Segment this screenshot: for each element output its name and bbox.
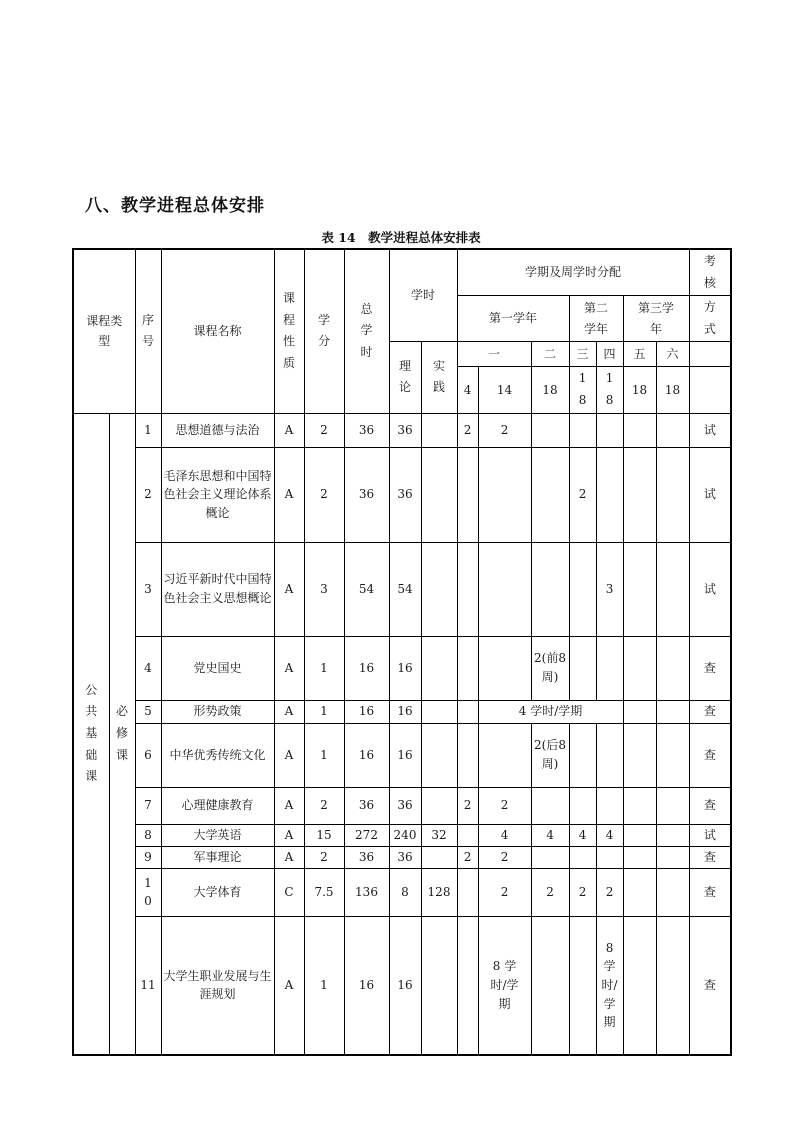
cell-semester-hours [478,447,531,542]
cell-practice-hours [421,542,457,636]
cell-semester-hours [596,447,623,542]
cell-semester-hours: 2 [478,787,531,824]
cell-semester-hours [656,787,689,824]
cell-semester-hours [623,824,656,846]
cell-semester-hours [623,636,656,700]
table-row [73,868,731,916]
cell-seq: 2 [135,447,161,542]
header-year1: 第一学年 [457,296,569,342]
header-weeks-2: 18 [531,367,569,413]
cell-course-name: 大学生职业发展与生涯规划 [161,916,274,1055]
cell-semester-hours [457,824,478,846]
cell-nature: A [274,846,304,868]
cell-semester-hours: 2 [478,846,531,868]
cell-total-hours: 16 [344,636,389,700]
header-credits: 学分 [304,249,344,413]
cell-semester-hours [656,447,689,542]
cell-semester-hours [656,413,689,447]
cell-semester-hours: 2 [478,868,531,916]
cell-nature: A [274,787,304,824]
header-year3: 第三学年 [623,296,689,342]
cell-credits: 1 [304,700,344,723]
header-weeks-3: 18 [569,367,596,413]
header-semester-1: 一 [457,342,531,367]
cell-seq: 3 [135,542,161,636]
cell-semester-hours [569,723,596,787]
cell-total-hours: 272 [344,824,389,846]
cell-credits: 15 [304,824,344,846]
cell-semester-hours [531,916,569,1055]
table-body [73,413,731,1055]
header-year2: 第二学年 [569,296,623,342]
cell-total-hours: 136 [344,868,389,916]
cell-total-hours: 16 [344,723,389,787]
cell-semester-hours [478,542,531,636]
cell-semester-hours: 2 [569,868,596,916]
cell-semester-hours [623,846,656,868]
cell-semester-hours: 4 [478,824,531,846]
table-row [73,723,731,787]
cell-credits: 2 [304,413,344,447]
cell-course-name: 党史国史 [161,636,274,700]
cell-semester-hours [623,542,656,636]
cell-credits: 3 [304,542,344,636]
cell-credits: 1 [304,636,344,700]
table-row [73,824,731,846]
cell-semester-hours: 3 [596,542,623,636]
cell-semester-hours: 2 [478,413,531,447]
header-exam-method-top: 考核 [689,249,731,296]
cell-course-name: 中华优秀传统文化 [161,723,274,787]
cell-theory-hours: 16 [389,723,421,787]
cell-credits: 2 [304,787,344,824]
cell-semester-hours [569,916,596,1055]
cell-seq: 7 [135,787,161,824]
cell-semester-hours [596,846,623,868]
cell-theory-hours: 54 [389,542,421,636]
cell-exam-method: 试 [689,542,731,636]
cell-nature: A [274,700,304,723]
header-course-name: 课程名称 [161,249,274,413]
cell-seq: 10 [135,868,161,916]
cell-semester-hours: 2 [457,413,478,447]
cell-theory-hours: 36 [389,787,421,824]
table-row [73,787,731,824]
cell-seq: 5 [135,700,161,723]
cell-semester-hours [623,447,656,542]
table-header [73,249,731,413]
cell-semester-hours [478,636,531,700]
header-semester-3: 三 [569,342,596,367]
cell-semester-hours [656,700,689,723]
cell-course-name: 形势政策 [161,700,274,723]
cell-semester-hours [623,787,656,824]
cell-semester-hours [596,636,623,700]
cell-theory-hours: 16 [389,636,421,700]
table-row [73,636,731,700]
cell-exam-method: 查 [689,916,731,1055]
cell-credits: 2 [304,846,344,868]
cell-semester-hours [457,700,478,723]
cell-theory-hours: 36 [389,447,421,542]
cell-semester-hours [531,447,569,542]
cell-nature: A [274,413,304,447]
cell-seq: 6 [135,723,161,787]
cell-nature: A [274,447,304,542]
cell-course-name: 毛泽东思想和中国特色社会主义理论体系概论 [161,447,274,542]
cell-theory-hours: 240 [389,824,421,846]
cell-course-name: 军事理论 [161,846,274,868]
header-theory: 理论 [389,342,421,413]
header-exam-spacer-2 [689,367,731,413]
cell-semester-hours [656,723,689,787]
cell-semester-hours: 4 学时/学期 [478,700,623,723]
cell-semester-hours [457,723,478,787]
cell-practice-hours: 128 [421,868,457,916]
cell-course-category: 公共基础课 [73,413,109,1055]
cell-course-name: 习近平新时代中国特色社会主义思想概论 [161,542,274,636]
cell-nature: C [274,868,304,916]
cell-course-name: 心理健康教育 [161,787,274,824]
cell-exam-method: 查 [689,846,731,868]
cell-total-hours: 36 [344,447,389,542]
cell-exam-method: 试 [689,447,731,542]
table-row [73,846,731,868]
cell-semester-hours: 2 [457,787,478,824]
cell-practice-hours: 32 [421,824,457,846]
cell-semester-hours [531,413,569,447]
header-exam-spacer-1 [689,342,731,367]
header-semester-2: 二 [531,342,569,367]
table-caption: 表 14 教学进程总体安排表 [321,230,481,245]
cell-semester-hours [569,787,596,824]
cell-course-name: 大学英语 [161,824,274,846]
cell-nature: A [274,723,304,787]
cell-practice-hours [421,700,457,723]
cell-semester-hours [569,636,596,700]
cell-semester-hours [531,846,569,868]
cell-semester-hours [569,542,596,636]
cell-semester-hours [457,447,478,542]
cell-semester-hours: 2 [457,846,478,868]
cell-nature: A [274,824,304,846]
cell-exam-method: 查 [689,787,731,824]
cell-nature: A [274,916,304,1055]
cell-semester-hours: 4 [596,824,623,846]
cell-credits: 1 [304,723,344,787]
cell-credits: 2 [304,447,344,542]
cell-semester-hours [656,824,689,846]
header-hours: 学时 [389,249,457,342]
teaching-schedule-table [72,248,732,1056]
cell-course-name: 大学体育 [161,868,274,916]
header-exam-method-bottom: 方式 [689,296,731,342]
cell-practice-hours [421,447,457,542]
cell-exam-method: 查 [689,868,731,916]
cell-semester-hours: 2(后8周) [531,723,569,787]
header-semester-distribution: 学期及周学时分配 [457,249,689,296]
cell-semester-hours [531,787,569,824]
cell-theory-hours: 36 [389,846,421,868]
cell-semester-hours: 8 学时/学期 [596,916,623,1055]
cell-semester-hours [531,542,569,636]
header-course-nature: 课程性质 [274,249,304,413]
cell-theory-hours: 16 [389,916,421,1055]
cell-semester-hours [623,413,656,447]
table-row [73,447,731,542]
header-semester-4: 四 [596,342,623,367]
cell-semester-hours [656,636,689,700]
cell-total-hours: 36 [344,846,389,868]
cell-semester-hours [457,868,478,916]
cell-semester-hours: 2 [569,447,596,542]
cell-semester-hours: 4 [531,824,569,846]
cell-practice-hours [421,916,457,1055]
header-total-hours: 总学时 [344,249,389,413]
header-weeks-1a: 4 [457,367,478,413]
cell-course-name: 思想道德与法治 [161,413,274,447]
cell-semester-hours: 4 [569,824,596,846]
cell-seq: 11 [135,916,161,1055]
cell-seq: 1 [135,413,161,447]
header-semester-5: 五 [623,342,656,367]
table-row [73,413,731,447]
cell-total-hours: 36 [344,413,389,447]
cell-seq: 4 [135,636,161,700]
cell-semester-hours [457,636,478,700]
cell-semester-hours: 2(前8周) [531,636,569,700]
section-title: 八、教学进程总体安排 [85,196,265,216]
cell-semester-hours [569,413,596,447]
cell-credits: 1 [304,916,344,1055]
cell-semester-hours: 8 学时/学期 [478,916,531,1055]
cell-theory-hours: 8 [389,868,421,916]
header-weeks-1b: 14 [478,367,531,413]
cell-exam-method: 试 [689,413,731,447]
cell-nature: A [274,636,304,700]
cell-total-hours: 16 [344,700,389,723]
cell-semester-hours [623,916,656,1055]
cell-semester-hours [569,846,596,868]
header-weeks-5: 18 [623,367,656,413]
cell-seq: 8 [135,824,161,846]
cell-total-hours: 54 [344,542,389,636]
cell-semester-hours [457,542,478,636]
cell-semester-hours [596,413,623,447]
header-course-type: 课程类型 [73,249,135,413]
cell-semester-hours [596,787,623,824]
cell-nature: A [274,542,304,636]
cell-seq: 9 [135,846,161,868]
header-weeks-6: 18 [656,367,689,413]
table-row [73,916,731,1055]
cell-practice-hours [421,787,457,824]
cell-exam-method: 查 [689,700,731,723]
cell-semester-hours [656,916,689,1055]
cell-theory-hours: 16 [389,700,421,723]
cell-practice-hours [421,723,457,787]
cell-exam-method: 试 [689,824,731,846]
cell-semester-hours [623,868,656,916]
cell-semester-hours [656,868,689,916]
cell-exam-method: 查 [689,636,731,700]
cell-theory-hours: 36 [389,413,421,447]
cell-total-hours: 36 [344,787,389,824]
header-seq: 序号 [135,249,161,413]
cell-semester-hours [656,846,689,868]
cell-practice-hours [421,413,457,447]
cell-semester-hours [656,542,689,636]
table-row [73,542,731,636]
cell-semester-hours [596,723,623,787]
cell-practice-hours [421,846,457,868]
table-row [73,700,731,723]
cell-practice-hours [421,636,457,700]
header-weeks-4: 18 [596,367,623,413]
header-semester-6: 六 [656,342,689,367]
cell-semester-hours [623,723,656,787]
cell-semester-hours [623,700,656,723]
header-practice: 实践 [421,342,457,413]
cell-semester-hours [478,723,531,787]
cell-total-hours: 16 [344,916,389,1055]
cell-semester-hours [457,916,478,1055]
cell-semester-hours: 2 [596,868,623,916]
cell-credits: 7.5 [304,868,344,916]
cell-semester-hours: 2 [531,868,569,916]
cell-course-requirement: 必修课 [109,413,135,1055]
cell-exam-method: 查 [689,723,731,787]
